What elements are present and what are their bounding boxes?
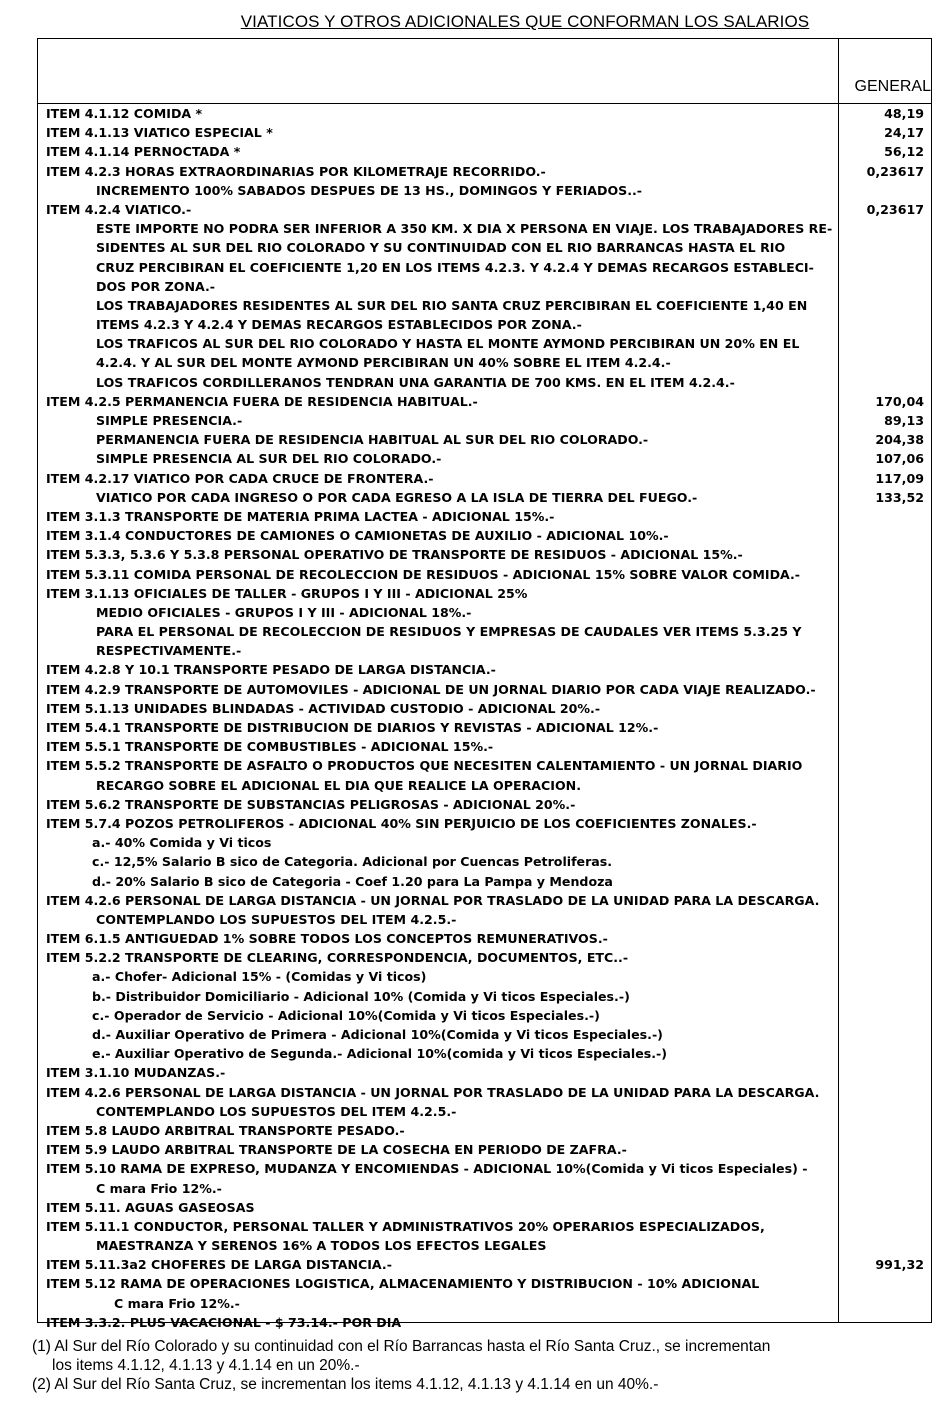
table-row [0, 238, 950, 257]
table-row [0, 411, 950, 430]
row-description: ITEM 4.2.4 VIATICO.- [46, 201, 192, 217]
table-row [0, 584, 950, 603]
table-row [0, 1236, 950, 1255]
table-row [0, 1102, 950, 1121]
table-row [0, 1063, 950, 1082]
items-table [0, 104, 950, 1332]
row-description: RECARGO SOBRE EL ADICIONAL EL DIA QUE REALICE LA OPERACION. [96, 777, 581, 793]
row-description: INCREMENTO 100% SABADOS DESPUES DE 13 HS., DOMINGOS Y FERIADOS..- [96, 182, 643, 198]
table-row [0, 852, 950, 871]
row-description: LOS TRAFICOS CORDILLERANOS TENDRAN UNA GARANTIA DE 700 KMS. EN EL ITEM 4.2.4.- [96, 374, 735, 390]
footnote-2: (2) Al Sur del Río Santa Cruz, se incrementan los items 4.1.12, 4.1.13 y 4.1.14 en un 40%.- [32, 1376, 659, 1393]
table-row [0, 603, 950, 622]
table-row [0, 526, 950, 545]
table-row [0, 200, 950, 219]
row-value: 107,06 [875, 451, 924, 467]
row-description: b.- Distribuidor Domiciliario - Adicional 10% (Comida y Vi ticos Especiales.-) [92, 988, 630, 1004]
table-row [0, 545, 950, 564]
table-row [0, 104, 950, 123]
table-row [0, 162, 950, 181]
row-value: 89,13 [884, 413, 924, 428]
table-row [0, 353, 950, 372]
table-row [0, 1274, 950, 1293]
row-value: 48,19 [884, 106, 924, 121]
table-row [0, 1198, 950, 1217]
table-row [0, 622, 950, 641]
table-row [0, 392, 950, 411]
row-description: ITEM 3.1.4 CONDUCTORES DE CAMIONES O CAMIONETAS DE AUXILIO - ADICIONAL 10%.- [46, 528, 669, 544]
row-value: 24,17 [884, 125, 924, 141]
row-description: a.- Chofer- Adicional 15% - (Comidas y Vi ticos) [92, 969, 427, 985]
row-description: CONTEMPLANDO LOS SUPUESTOS DEL ITEM 4.2.5.- [96, 1103, 457, 1119]
row-value: 170,04 [875, 393, 924, 409]
row-description: ITEM 4.1.13 VIATICO ESPECIAL * [46, 125, 273, 141]
row-description: ITEM 4.2.6 PERSONAL DE LARGA DISTANCIA - UN JORNAL POR TRASLADO DE LA UNIDAD PARA LA DESCARGA. [46, 892, 820, 908]
row-value: 133,52 [875, 489, 924, 505]
row-value: 0,23617 [866, 163, 924, 179]
table-row [0, 872, 950, 891]
row-description: ITEM 4.1.12 COMIDA * [46, 106, 203, 121]
row-description: ESTE IMPORTE NO PODRA SER INFERIOR A 350 KM. X DIA X PERSONA EN VIAJE. LOS TRABAJADORES RE- [96, 221, 833, 237]
row-description: ITEM 4.2.3 HORAS EXTRAORDINARIAS POR KILOMETRAJE RECORRIDO.- [46, 163, 546, 179]
table-row [0, 756, 950, 775]
table-row [0, 488, 950, 507]
row-description: PERMANENCIA FUERA DE RESIDENCIA HABITUAL AL SUR DEL RIO COLORADO.- [96, 432, 649, 448]
row-value: 0,23617 [866, 201, 924, 217]
table-row [0, 430, 950, 449]
row-description: ITEM 5.12 RAMA DE OPERACIONES LOGISTICA, ALMACENAMIENTO Y DISTRIBUCION - 10% ADICIONAL [46, 1276, 760, 1292]
table-row [0, 776, 950, 795]
row-description: a.- 40% Comida y Vi ticos [92, 835, 272, 851]
table-row [0, 123, 950, 142]
row-description: ITEM 5.9 LAUDO ARBITRAL TRANSPORTE DE LA COSECHA EN PERIODO DE ZAFRA.- [46, 1142, 627, 1158]
table-row [0, 1006, 950, 1025]
table-row [0, 987, 950, 1006]
row-value: 204,38 [875, 432, 924, 448]
row-description: LOS TRABAJADORES RESIDENTES AL SUR DEL RIO SANTA CRUZ PERCIBIRAN EL COEFICIENTE 1,40 EN [96, 297, 808, 313]
row-description: ITEMS 4.2.3 Y 4.2.4 Y DEMAS RECARGOS ESTABLECIDOS POR ZONA.- [96, 317, 582, 333]
row-description: RESPECTIVAMENTE.- [96, 643, 242, 659]
table-row [0, 469, 950, 488]
row-description: ITEM 5.6.2 TRANSPORTE DE SUBSTANCIAS PELIGROSAS - ADICIONAL 20%.- [46, 796, 576, 812]
table-row [0, 181, 950, 200]
row-description: c.- 12,5% Salario B sico de Categoria. Adicional por Cuencas Petroliferas. [92, 854, 613, 870]
table-row [0, 296, 950, 315]
row-description: SIDENTES AL SUR DEL RIO COLORADO Y SU CONTINUIDAD CON EL RIO BARRANCAS HASTA EL RIO [96, 240, 786, 256]
row-description: c.- Operador de Servicio - Adicional 10%(Comida y Vi ticos Especiales.-) [92, 1007, 600, 1023]
table-row [0, 1025, 950, 1044]
row-description: ITEM 4.2.8 Y 10.1 TRANSPORTE PESADO DE LARGA DISTANCIA.- [46, 662, 496, 678]
row-description: ITEM 5.10 RAMA DE EXPRESO, MUDANZA Y ENCOMIENDAS - ADICIONAL 10%(Comida y Vi ticos Especiales) - [46, 1161, 808, 1177]
table-row [0, 795, 950, 814]
row-description: ITEM 5.3.11 COMIDA PERSONAL DE RECOLECCION DE RESIDUOS - ADICIONAL 15% SOBRE VALOR COMIDA.- [46, 566, 801, 582]
row-value: 117,09 [875, 470, 924, 486]
footnote-1-line-2: los items 4.1.12, 4.1.13 y 4.1.14 en un 20%.- [52, 1357, 360, 1374]
table-row [0, 680, 950, 699]
row-description: ITEM 4.2.9 TRANSPORTE DE AUTOMOVILES - ADICIONAL DE UN JORNAL DIARIO POR CADA VIAJE REALIZADO.- [46, 681, 816, 697]
table-row [0, 699, 950, 718]
table-row [0, 277, 950, 296]
row-description: d.- Auxiliar Operativo de Primera - Adicional 10%(Comida y Vi ticos Especiales.-) [92, 1027, 663, 1042]
row-description: SIMPLE PRESENCIA.- [96, 413, 243, 428]
table-row [0, 258, 950, 277]
table-row [0, 718, 950, 737]
table-row [0, 315, 950, 334]
row-description: CONTEMPLANDO LOS SUPUESTOS DEL ITEM 4.2.5.- [96, 911, 457, 927]
table-row [0, 1083, 950, 1102]
row-description: ITEM 5.8 LAUDO ARBITRAL TRANSPORTE PESADO.- [46, 1122, 405, 1138]
row-description: SIMPLE PRESENCIA AL SUR DEL RIO COLORADO.- [96, 451, 442, 467]
row-description: PARA EL PERSONAL DE RECOLECCION DE RESIDUOS Y EMPRESAS DE CAUDALES VER ITEMS 5.3.25 Y [96, 624, 802, 640]
row-description: C mara Frio 12%.- [114, 1295, 240, 1311]
row-description: ITEM 3.3.2. PLUS VACACIONAL - $ 73.14.- POR DIA [46, 1314, 402, 1330]
table-row [0, 449, 950, 468]
row-description: ITEM 3.1.3 TRANSPORTE DE MATERIA PRIMA LACTEA - ADICIONAL 15%.- [46, 508, 555, 524]
table-row [0, 1255, 950, 1274]
row-description: d.- 20% Salario B sico de Categoria - Coef 1.20 para La Pampa y Mendoza [92, 873, 613, 889]
row-description: MAESTRANZA Y SERENOS 16% A TODOS LOS EFECTOS LEGALES [96, 1238, 547, 1254]
table-row [0, 507, 950, 526]
row-description: ITEM 4.2.6 PERSONAL DE LARGA DISTANCIA - UN JORNAL POR TRASLADO DE LA UNIDAD PARA LA DESCARGA. [46, 1084, 820, 1100]
row-description: ITEM 4.2.17 VIATICO POR CADA CRUCE DE FRONTERA.- [46, 470, 434, 486]
row-description: 4.2.4. Y AL SUR DEL MONTE AYMOND PERCIBIRAN UN 40% SOBRE EL ITEM 4.2.4.- [96, 355, 671, 371]
table-row [0, 737, 950, 756]
row-description: ITEM 5.4.1 TRANSPORTE DE DISTRIBUCION DE DIARIOS Y REVISTAS - ADICIONAL 12%.- [46, 720, 659, 735]
table-row [0, 1159, 950, 1178]
table-row [0, 1044, 950, 1063]
table-row [0, 219, 950, 238]
row-description: ITEM 3.1.10 MUDANZAS.- [46, 1065, 226, 1081]
row-description: ITEM 5.5.2 TRANSPORTE DE ASFALTO O PRODUCTOS QUE NECESITEN CALENTAMIENTO - UN JORNAL DIARIO [46, 758, 803, 774]
row-description: ITEM 5.3.3, 5.3.6 Y 5.3.8 PERSONAL OPERATIVO DE TRANSPORTE DE RESIDUOS - ADICIONAL 15%.- [46, 547, 743, 563]
document-title: VIATICOS Y OTROS ADICIONALES QUE CONFORMAN LOS SALARIOS [240, 12, 810, 31]
table-row [0, 948, 950, 967]
row-description: ITEM 5.7.4 POZOS PETROLIFEROS - ADICIONAL 40% SIN PERJUICIO DE LOS COEFICIENTES ZONALES.- [46, 815, 757, 831]
row-value: 991,32 [875, 1257, 924, 1273]
table-row [0, 641, 950, 660]
table-row [0, 334, 950, 353]
column-header-general: GENERAL [854, 78, 931, 95]
row-description: ITEM 3.1.13 OFICIALES DE TALLER - GRUPOS I Y III - ADICIONAL 25% [46, 585, 528, 601]
table-row [0, 142, 950, 161]
table-row [0, 814, 950, 833]
row-description: ITEM 5.11.3a2 CHOFERES DE LARGA DISTANCIA.- [46, 1257, 392, 1273]
row-description: ITEM 5.11. AGUAS GASEOSAS [46, 1199, 255, 1215]
row-description: ITEM 4.1.14 PERNOCTADA * [46, 144, 241, 160]
table-row [0, 967, 950, 986]
footnotes [32, 1337, 932, 1394]
row-description: MEDIO OFICIALES - GRUPOS I Y III - ADICIONAL 18%.- [96, 604, 472, 620]
table-row [0, 929, 950, 948]
row-description: CRUZ PERCIBIRAN EL COEFICIENTE 1,20 EN LOS ITEMS 4.2.3. Y 4.2.4 Y DEMAS RECARGOS ESTABLECI- [96, 259, 814, 275]
table-row [0, 1121, 950, 1140]
table-row [0, 1313, 950, 1332]
table-row [0, 660, 950, 679]
row-description: LOS TRAFICOS AL SUR DEL RIO COLORADO Y HASTA EL MONTE AYMOND PERCIBIRAN UN 20% EN EL [96, 336, 800, 352]
row-description: ITEM 5.5.1 TRANSPORTE DE COMBUSTIBLES - ADICIONAL 15%.- [46, 739, 494, 755]
row-description: ITEM 5.11.1 CONDUCTOR, PERSONAL TALLER Y ADMINISTRATIVOS 20% OPERARIOS ESPECIALIZADOS, [46, 1218, 765, 1234]
table-row [0, 833, 950, 852]
row-description: DOS POR ZONA.- [96, 278, 216, 294]
row-description: VIATICO POR CADA INGRESO O POR CADA EGRESO A LA ISLA DE TIERRA DEL FUEGO.- [96, 489, 698, 505]
table-row [0, 891, 950, 910]
table-row [0, 1294, 950, 1313]
table-row [0, 565, 950, 584]
table-row [0, 910, 950, 929]
row-description: ITEM 5.2.2 TRANSPORTE DE CLEARING, CORRESPONDENCIA, DOCUMENTOS, ETC..- [46, 950, 629, 966]
row-description: e.- Auxiliar Operativo de Segunda.- Adicional 10%(comida y Vi ticos Especiales.-) [92, 1046, 668, 1062]
table-row [0, 1179, 950, 1198]
row-description: ITEM 5.1.13 UNIDADES BLINDADAS - ACTIVIDAD CUSTODIO - ADICIONAL 20%.- [46, 700, 601, 716]
table-row [0, 373, 950, 392]
table-row [0, 1140, 950, 1159]
row-description: C mara Frio 12%.- [96, 1180, 222, 1196]
row-value: 56,12 [884, 144, 924, 160]
row-description: ITEM 6.1.5 ANTIGUEDAD 1% SOBRE TODOS LOS CONCEPTOS REMUNERATIVOS.- [46, 931, 608, 947]
table-row [0, 1217, 950, 1236]
row-description: ITEM 4.2.5 PERMANENCIA FUERA DE RESIDENCIA HABITUAL.- [46, 393, 478, 409]
footnote-1-line-1: (1) Al Sur del Río Colorado y su continuidad con el Río Barrancas hasta el Río Santa Cruz., se incrementan [32, 1338, 771, 1355]
